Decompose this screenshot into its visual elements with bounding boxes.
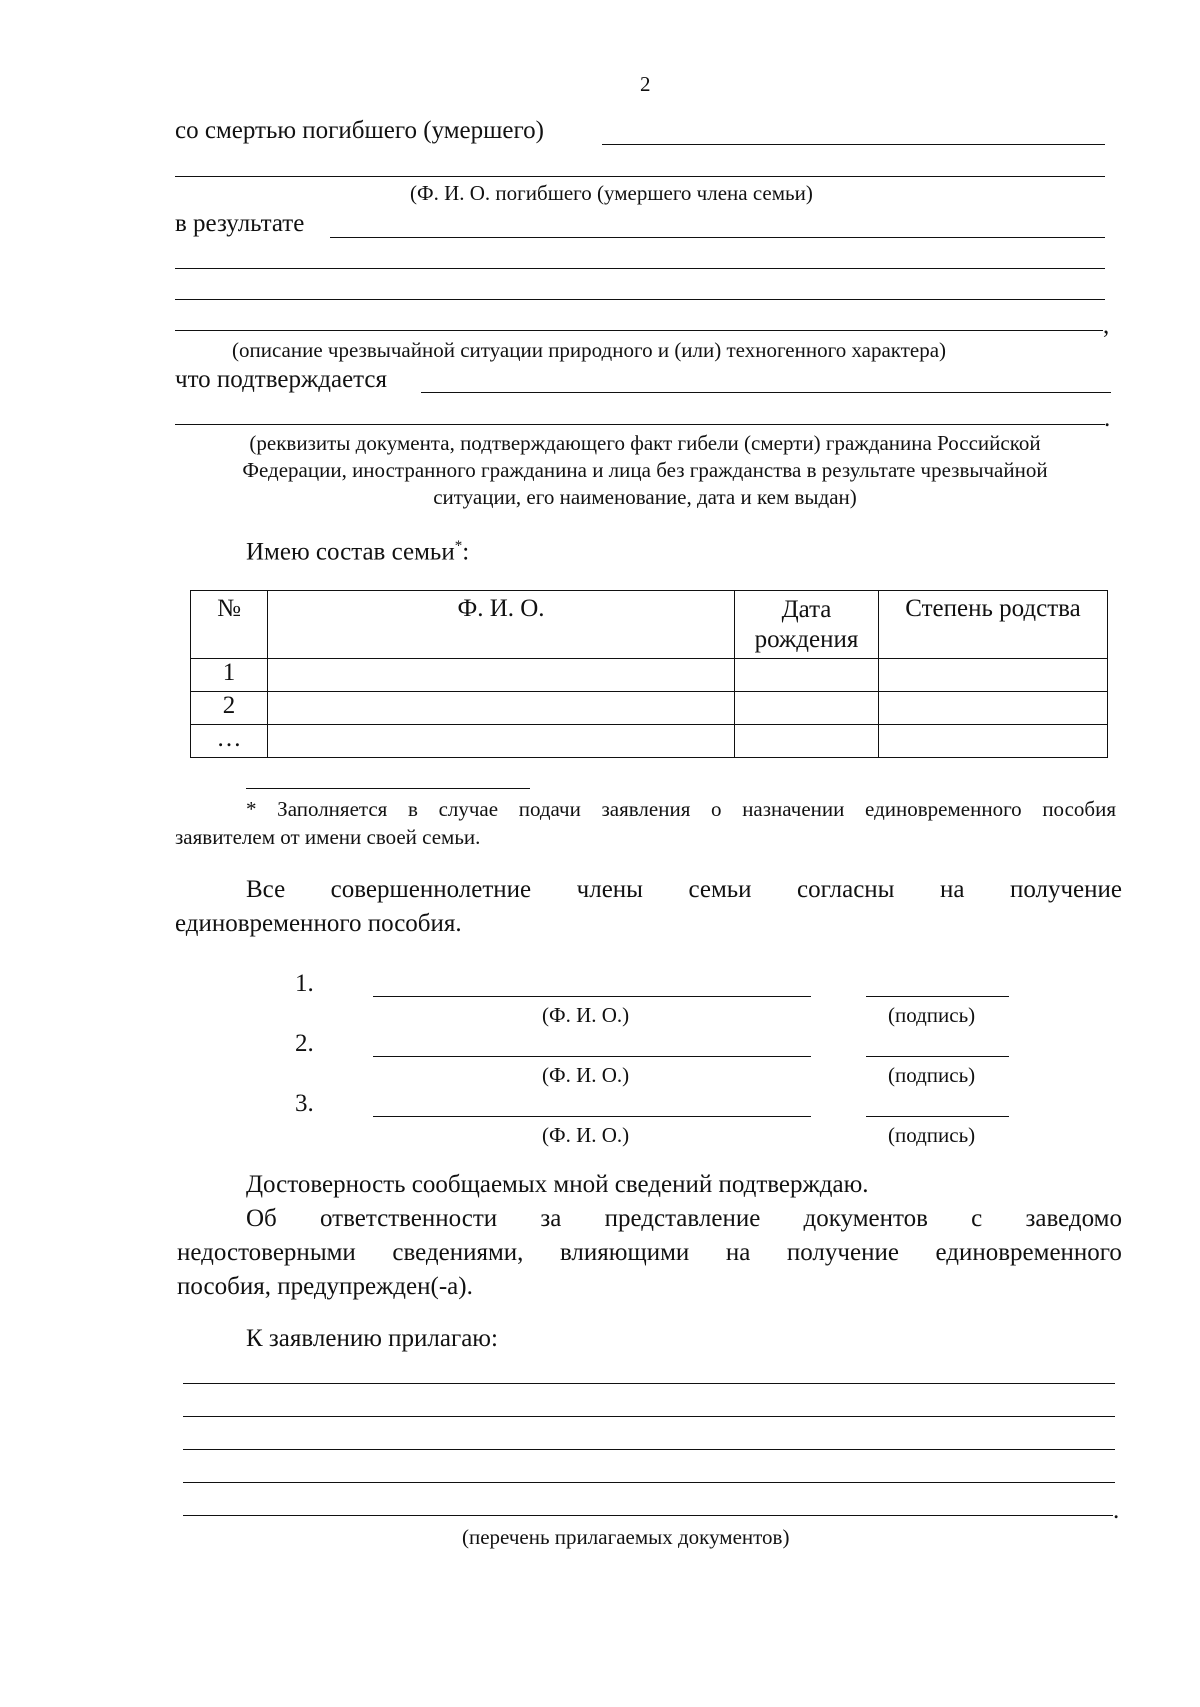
signer-3-signature-caption: (подпись) [888,1123,976,1147]
signer-number: 3. [295,1090,314,1117]
document-details-field-2[interactable] [175,424,1105,425]
attachment-line-5[interactable] [183,1515,1113,1516]
emergency-description-field-4[interactable] [175,330,1103,331]
family-table [190,590,1108,758]
consent-line-1 [246,876,1122,904]
row-relation-cell[interactable] [879,692,1108,725]
attachment-line-2[interactable] [183,1416,1115,1417]
responsibility-word: Об [246,1205,277,1232]
consent-line-2: единовременного пособия. [175,910,462,937]
responsibility-word: представление [604,1205,761,1232]
column-number-header: № [191,591,268,659]
attachment-line-1[interactable] [183,1383,1115,1384]
responsibility-line-1 [246,1205,1122,1233]
document-details-caption-line-2: Федерации, иностранного гражданина и лица без гражданства в результате чрезвычайной [242,458,1048,482]
responsibility-word: заведомо [1025,1205,1122,1232]
result-line-label: в результате [175,210,305,237]
responsibility-word: единовременного [935,1239,1122,1266]
signer-3-name-field[interactable] [373,1116,811,1117]
responsibility-word: ответственности [320,1205,498,1232]
death-line-label: со смертью погибшего (умершего) [175,117,544,144]
deceased-name-field[interactable] [602,144,1105,145]
signer-1-signature-field[interactable] [866,996,1009,997]
row-birthdate-cell[interactable] [735,692,879,725]
signer-1-fio-caption: (Ф. И. О.) [542,1003,630,1027]
table-row [191,659,1108,692]
consent-word: получение [1009,876,1122,903]
family-table-header [191,591,1108,659]
row-relation-cell[interactable] [879,659,1108,692]
attachment-line-3[interactable] [183,1449,1115,1450]
deceased-name-field-continued[interactable] [175,176,1105,177]
attachments-heading: К заявлению прилагаю: [246,1325,498,1352]
document-details-caption [175,430,1115,511]
row-fio-cell[interactable] [268,659,735,692]
responsibility-word: за [540,1205,562,1232]
table-row [191,725,1108,758]
family-heading-text: Имею состав семьи [246,538,455,566]
consent-word: семьи [688,876,752,903]
emergency-description-field-3[interactable] [175,299,1105,300]
row-fio-cell[interactable] [268,725,735,758]
family-heading-footnote-mark: * [454,538,463,554]
emergency-description-caption: (описание чрезвычайной ситуации природного и (или) техногенного характера) [232,338,947,362]
responsibility-line-2 [177,1239,1122,1267]
emergency-description-field-2[interactable] [175,268,1105,269]
signer-1-signature-caption: (подпись) [888,1003,976,1027]
reliability-statement: Достоверность сообщаемых мной сведений подтверждаю. [246,1171,869,1198]
attachments-caption: (перечень прилагаемых документов) [462,1525,790,1549]
footnote-separator [246,788,530,789]
signer-number: 2. [295,1030,314,1057]
row-birthdate-cell[interactable] [735,725,879,758]
row-number: 1 [191,659,268,692]
responsibility-word: сведениями, [392,1239,524,1266]
signer-2-signature-caption: (подпись) [888,1063,976,1087]
consent-word: Все [246,876,286,903]
emergency-description-field[interactable] [330,237,1105,238]
confirm-trailing-period: . [1104,405,1111,432]
confirm-line-label: что подтверждается [175,366,387,393]
responsibility-word: недостоверными [177,1239,356,1266]
table-row [191,692,1108,725]
row-birthdate-cell[interactable] [735,659,879,692]
responsibility-word: на [725,1239,751,1266]
result-trailing-comma: , [1103,312,1110,339]
responsibility-word: влияющими [559,1239,690,1266]
signer-2-name-field[interactable] [373,1056,811,1057]
column-relation-header: Степень родства [879,591,1108,659]
family-heading [246,538,469,566]
signer-3-fio-caption: (Ф. И. О.) [542,1123,630,1147]
page-number: 2 [640,72,651,96]
signer-3-signature-field[interactable] [866,1116,1009,1117]
deceased-name-caption: (Ф. И. О. погибшего (умершего члена семьи) [410,181,813,205]
column-birthdate-header: Дата рождения [735,591,879,659]
consent-word: на [939,876,965,903]
consent-word: согласны [797,876,895,903]
row-number: … [191,725,268,758]
signer-number: 1. [295,970,314,997]
footnote-line-1: * Заполняется в случае подачи заявления о назначении единовременного пособия [246,797,1116,821]
row-number: 2 [191,692,268,725]
signer-2-fio-caption: (Ф. И. О.) [542,1063,630,1087]
attachment-line-4[interactable] [183,1482,1115,1483]
signer-2-signature-field[interactable] [866,1056,1009,1057]
signer-1-name-field[interactable] [373,996,811,997]
responsibility-word: документов [803,1205,928,1232]
document-details-caption-line-3: ситуации, его наименование, дата и кем выдан) [433,485,857,509]
consent-word: совершеннолетние [330,876,532,903]
family-heading-colon: : [462,538,470,566]
attachments-trailing-period: . [1113,1497,1120,1524]
responsibility-word: с [971,1205,983,1232]
responsibility-line-3: пособия, предупрежден(-а). [177,1273,473,1300]
document-details-field[interactable] [421,392,1111,393]
row-relation-cell[interactable] [879,725,1108,758]
responsibility-word: получение [786,1239,899,1266]
document-details-caption-line-1: (реквизиты документа, подтверждающего факт гибели (смерти) гражданина Российской [249,431,1041,455]
column-fio-header: Ф. И. О. [268,591,735,659]
footnote-line-2: заявителем от имени своей семьи. [175,825,481,849]
row-fio-cell[interactable] [268,692,735,725]
consent-word: члены [576,876,643,903]
